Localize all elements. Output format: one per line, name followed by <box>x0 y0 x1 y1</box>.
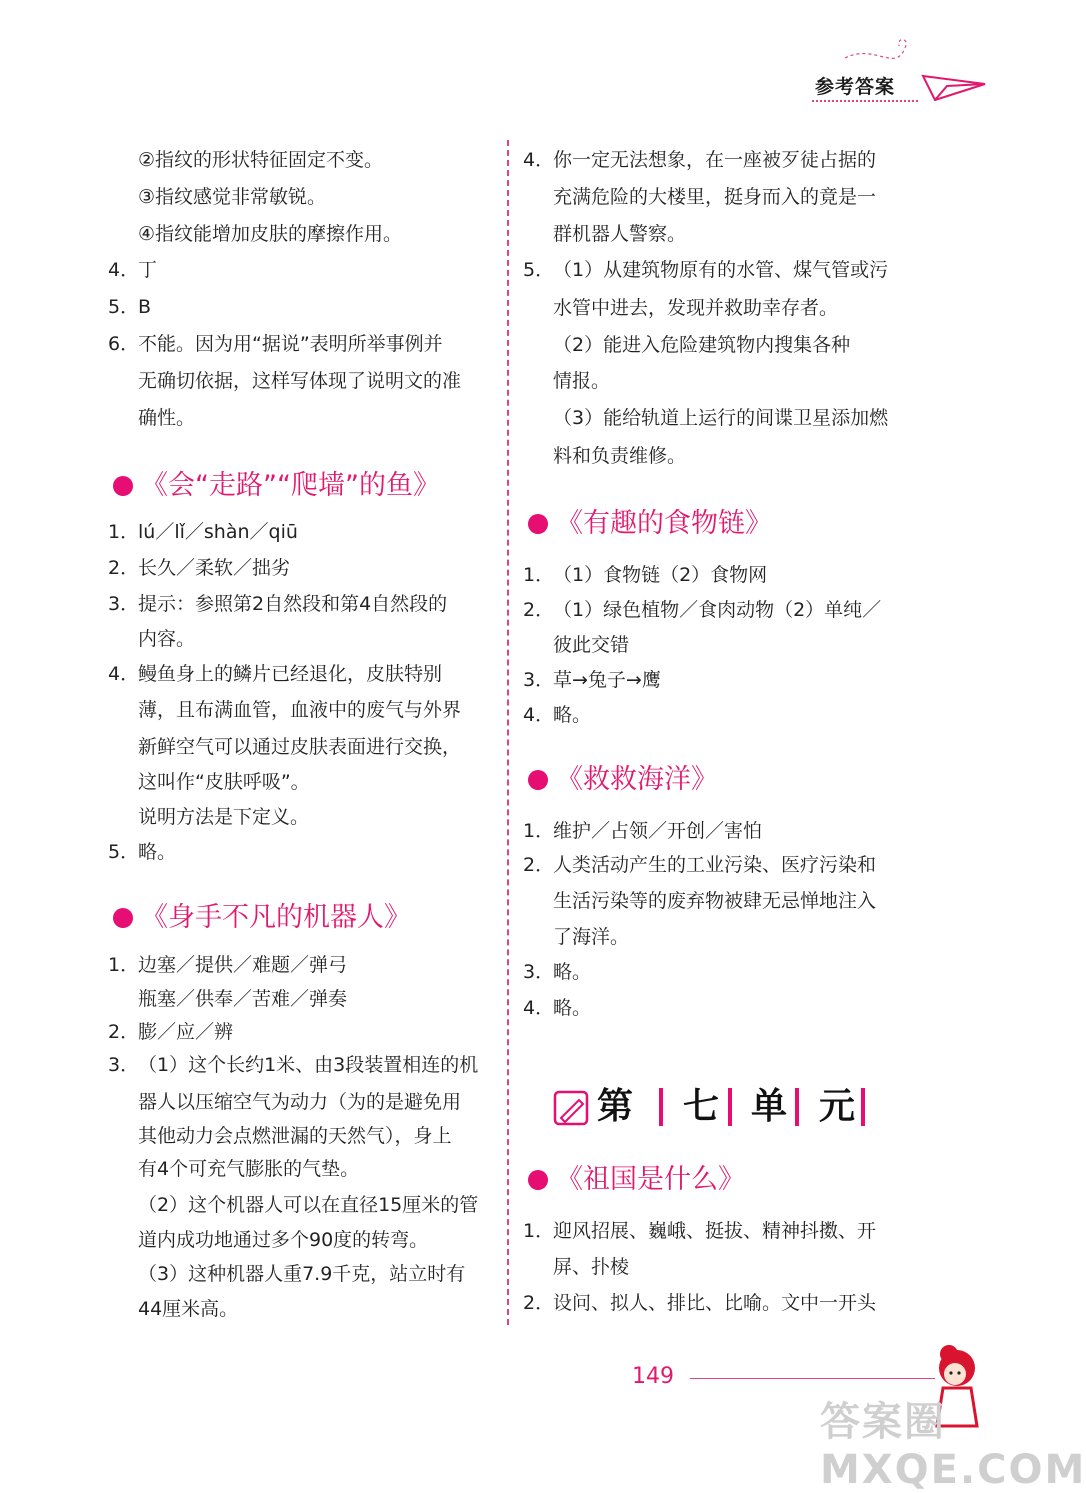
answer-text: 这叫作“皮肤呼吸”。 <box>138 771 310 793</box>
answer-text: （3）能给轨道上运行的间谍卫星添加燃 <box>553 407 889 429</box>
answer-text: 水管中进去，发现并救助幸存者。 <box>553 297 839 319</box>
answer-line <box>138 369 461 393</box>
footer-rule <box>690 1378 935 1379</box>
answer-text: 略。 <box>553 997 592 1019</box>
answer-text: 确性。 <box>138 407 196 429</box>
answer-text: 不能。因为用“据说”表明所举事例并 <box>138 333 443 355</box>
answer-line <box>138 1124 452 1148</box>
section-heading-text: 《祖国是什么》 <box>556 1164 745 1195</box>
answer-text: 鳗鱼身上的鳞片已经退化，皮肤特别 <box>138 663 443 685</box>
answer-text: 其他动力会点燃泄漏的天然气），身上 <box>138 1125 452 1147</box>
answer-text: B <box>138 296 152 318</box>
answer-line <box>108 953 347 977</box>
answer-text: 提示：参照第2自然段和第4自然段的 <box>138 593 448 615</box>
answer-text: 无确切依据，这样写体现了说明文的准 <box>138 370 462 392</box>
column-divider <box>507 140 509 1325</box>
answer-number: 2． <box>523 1292 555 1314</box>
answer-number: 4． <box>523 997 555 1019</box>
unit-title-char: 单 <box>751 1086 788 1127</box>
answer-number: 3． <box>108 1054 140 1076</box>
bullet-dot-icon <box>113 476 133 496</box>
unit-title-bar <box>795 1088 799 1126</box>
answer-line <box>138 735 461 759</box>
answer-number: 1． <box>523 564 555 586</box>
answer-number: 3． <box>523 669 555 691</box>
answer-number: 2． <box>523 599 555 621</box>
answer-line <box>553 633 629 657</box>
answer-line <box>553 406 888 430</box>
answer-text: 器人以压缩空气为动力（为的是避免用 <box>138 1091 462 1113</box>
answer-line <box>108 295 151 319</box>
answer-line <box>553 889 876 913</box>
answer-line <box>108 662 442 686</box>
answer-text: ④指纹能增加皮肤的摩擦作用。 <box>138 223 403 245</box>
answer-number: 5． <box>108 841 140 863</box>
answer-text: 薄，且布满血管，血液中的废气与外界 <box>138 699 462 721</box>
paper-plane-icon <box>835 38 990 108</box>
unit-title-bar <box>861 1088 865 1126</box>
answer-number: 1． <box>523 820 555 842</box>
bullet-dot-icon <box>113 908 133 928</box>
answer-number: 2． <box>108 557 140 579</box>
answer-line <box>138 805 309 829</box>
answer-line <box>553 444 686 468</box>
answer-text: 膨／应／辨 <box>138 1021 234 1043</box>
answer-number: 4． <box>523 704 555 726</box>
answer-line <box>138 1193 478 1217</box>
answer-text: 生活污染等的废弃物被肆无忌惮地注入 <box>553 890 877 912</box>
answer-number: 3． <box>108 593 140 615</box>
section-heading-text: 《身手不凡的机器人》 <box>141 902 411 933</box>
answer-number: 1． <box>108 954 140 976</box>
answer-line <box>138 406 195 430</box>
bullet-dot-icon <box>528 770 548 790</box>
answer-text: ③指纹感觉非常敏锐。 <box>138 186 327 208</box>
bullet-dot-icon <box>528 514 548 534</box>
unit-title-bar <box>659 1088 663 1126</box>
answer-line <box>553 369 610 393</box>
answer-text: （1）从建筑物原有的水管、煤气管或污 <box>553 259 889 281</box>
answer-line <box>108 1053 478 1077</box>
answer-line <box>138 1297 238 1321</box>
answer-line <box>108 258 157 282</box>
answer-number: 6． <box>108 333 140 355</box>
answer-number: 3． <box>523 961 555 983</box>
answer-line <box>138 1157 359 1181</box>
answer-text: 你一定无法想象，在一座被歹徒占据的 <box>553 149 877 171</box>
answer-line <box>553 222 686 246</box>
answer-text: 说明方法是下定义。 <box>138 806 310 828</box>
answer-line <box>138 627 195 651</box>
answer-text: 长久／柔软／拙劣 <box>138 557 291 579</box>
answer-text: （3）这种机器人重7.9千克，站立时有 <box>138 1263 466 1285</box>
answer-text: 维护／占领／开创／害怕 <box>553 820 763 842</box>
answer-text: 了海洋。 <box>553 926 630 948</box>
answer-line <box>138 698 461 722</box>
answer-text: （1）这个长约1米、由3段装置相连的机 <box>138 1054 479 1076</box>
answer-text: 人类活动产生的工业污染、医疗污染和 <box>553 854 877 876</box>
answer-line <box>138 185 326 209</box>
answer-text: 料和负责维修。 <box>553 445 687 467</box>
answer-text: （1）食物链（2）食物网 <box>553 564 768 586</box>
answer-line <box>523 703 591 727</box>
answer-text: 群机器人警察。 <box>553 223 687 245</box>
answer-number: 5． <box>108 296 140 318</box>
answer-line <box>523 960 591 984</box>
answer-line <box>138 1262 465 1286</box>
answer-text: 略。 <box>553 961 592 983</box>
answer-line <box>138 148 383 172</box>
answer-line <box>108 1020 233 1044</box>
answer-line <box>108 592 447 616</box>
answer-line <box>523 563 767 587</box>
answer-line <box>108 840 176 864</box>
answer-text: （1）绿色植物／食肉动物（2）单纯／ <box>553 599 882 621</box>
answer-line <box>553 333 850 357</box>
answer-number: 5． <box>523 259 555 281</box>
answer-text: 内容。 <box>138 628 196 650</box>
answer-line <box>553 296 838 320</box>
unit-title-char: 七 <box>683 1086 720 1127</box>
unit-title-char: 第 <box>597 1086 634 1127</box>
answer-line <box>138 1090 461 1114</box>
answer-text: 迎风招展、巍峨、挺拔、精神抖擞、开 <box>553 1220 877 1242</box>
pencil-box-icon <box>553 1090 589 1126</box>
watermark: 答案圈 MXQE.COM <box>820 1399 1086 1493</box>
answer-text: ②指纹的形状特征固定不变。 <box>138 149 384 171</box>
answer-line <box>108 332 443 356</box>
answer-text: 彼此交错 <box>553 634 630 656</box>
answer-number: 2． <box>108 1021 140 1043</box>
answer-line <box>138 1228 428 1252</box>
answer-text: 有4个可充气膨胀的气垫。 <box>138 1158 360 1180</box>
answer-line <box>523 996 591 1020</box>
answer-number: 1． <box>523 1220 555 1242</box>
answer-line <box>523 819 762 843</box>
section-heading-text: 《会“走路”“爬墙”的鱼》 <box>141 470 440 501</box>
section-heading-text: 《救救海洋》 <box>556 764 718 795</box>
bullet-dot-icon <box>528 1170 548 1190</box>
answer-text: 边塞／提供／难题／弹弓 <box>138 954 348 976</box>
answer-line <box>108 556 290 580</box>
unit-title <box>553 1082 873 1132</box>
header-label: 参考答案 <box>815 76 896 98</box>
answer-line <box>523 668 661 692</box>
answer-text: lú／lǐ／shàn／qiū <box>138 521 298 543</box>
answer-line <box>553 1255 629 1279</box>
answer-text: （2）这个机器人可以在直径15厘米的管 <box>138 1194 479 1216</box>
section-heading-text: 《有趣的食物链》 <box>556 508 772 539</box>
answer-text: 44厘米高。 <box>138 1298 239 1320</box>
answer-line <box>523 1291 876 1315</box>
answer-line <box>523 853 876 877</box>
answer-text: 草→兔子→鹰 <box>553 669 661 691</box>
answer-line <box>523 1219 876 1243</box>
answer-line <box>523 148 876 172</box>
answer-text: 略。 <box>138 841 177 863</box>
answer-text: 瓶塞／供奉／苦难／弹奏 <box>138 988 348 1010</box>
answer-line <box>553 185 876 209</box>
answer-text: 充满危险的大楼里，挺身而入的竟是一 <box>553 186 877 208</box>
answer-number: 1． <box>108 521 140 543</box>
answer-line <box>138 770 310 794</box>
answer-text: 屏、扑棱 <box>553 1256 630 1278</box>
answer-text: 设问、拟人、排比、比喻。文中一开头 <box>553 1292 877 1314</box>
page-number: 149 <box>632 1364 674 1389</box>
answer-line <box>523 258 888 282</box>
answer-text: 新鲜空气可以通过皮肤表面进行交换， <box>138 736 462 758</box>
answer-number: 4． <box>108 259 140 281</box>
answer-line <box>138 987 347 1011</box>
answer-line <box>523 598 881 622</box>
answer-text: （2）能进入危险建筑物内搜集各种 <box>553 334 851 356</box>
answer-number: 2． <box>523 854 555 876</box>
answer-line <box>108 520 298 544</box>
answer-line <box>553 925 629 949</box>
answer-number: 4． <box>523 149 555 171</box>
unit-title-bar <box>728 1088 732 1126</box>
answer-text: 丁 <box>138 259 158 281</box>
answer-line <box>138 222 402 246</box>
answer-text: 道内成功地通过多个90度的转弯。 <box>138 1229 429 1251</box>
answer-number: 4． <box>108 663 140 685</box>
answer-text: 略。 <box>553 704 592 726</box>
unit-title-char: 元 <box>819 1086 856 1127</box>
answer-text: 情报。 <box>553 370 611 392</box>
